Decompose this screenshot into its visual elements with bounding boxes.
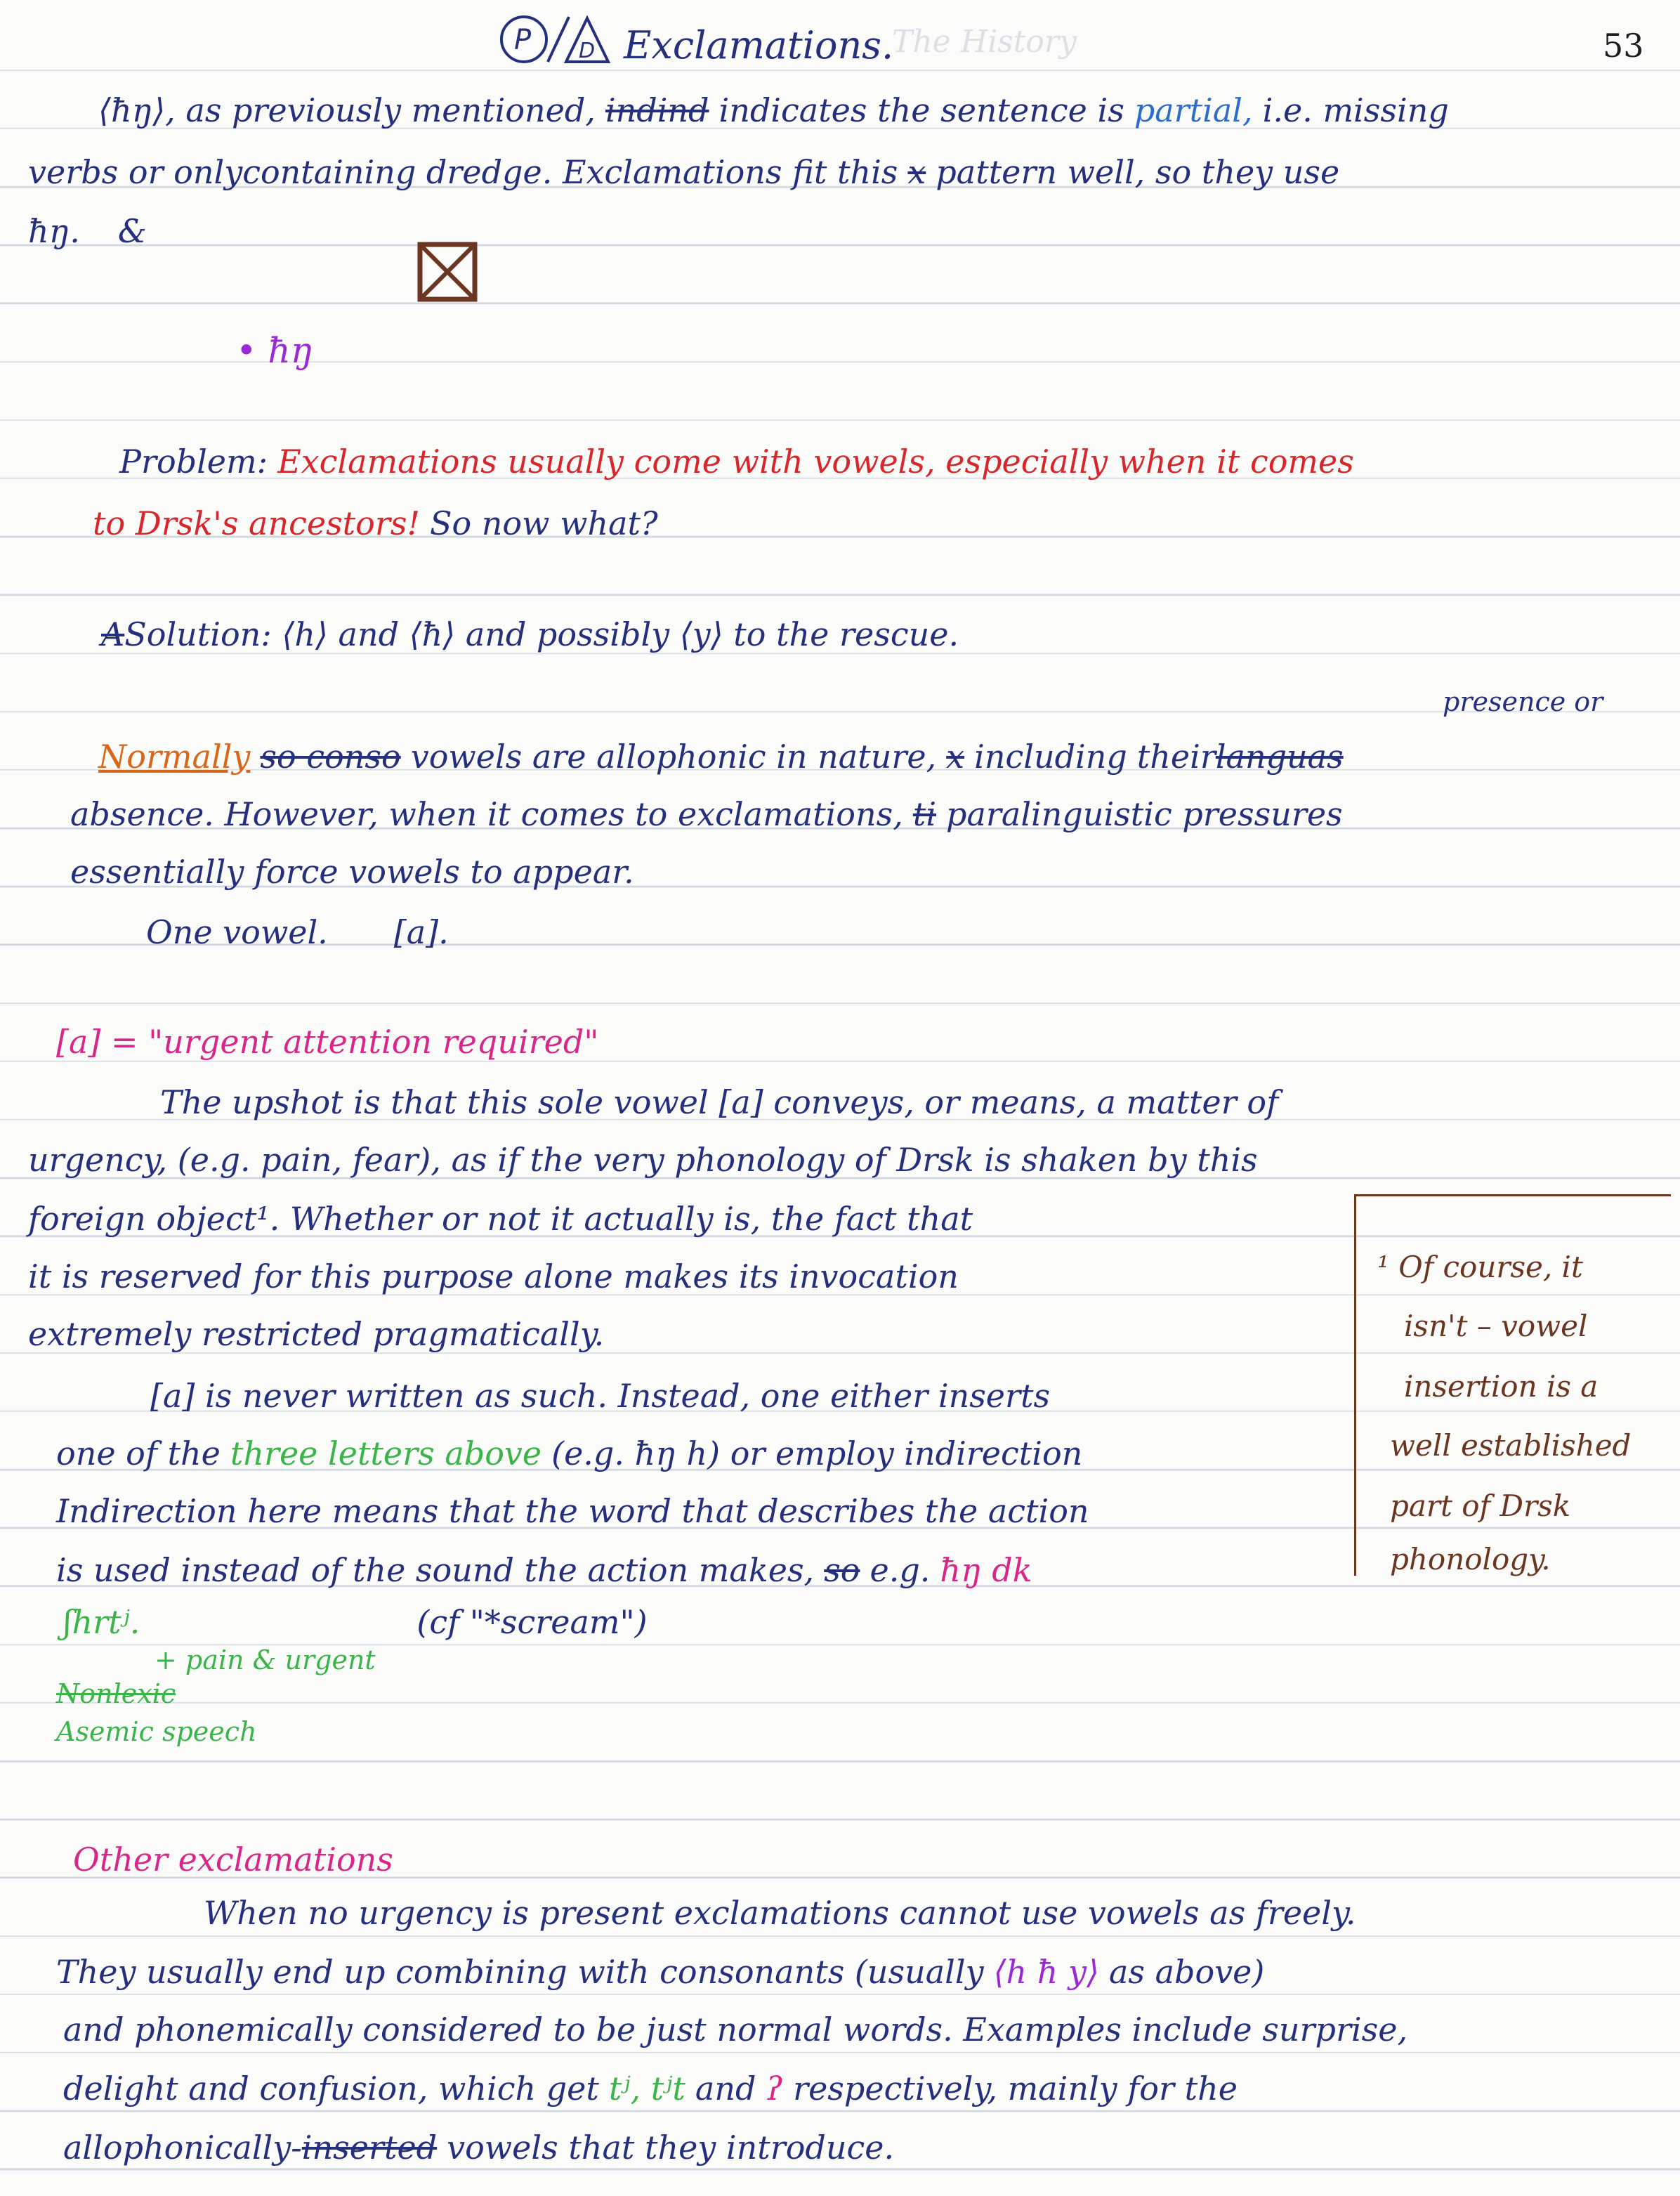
- example-word: ħŋ dk: [940, 1551, 1032, 1589]
- normally-line-1: [98, 738, 1353, 776]
- d-letter: D: [579, 39, 596, 63]
- footnote-line-6: phonology.: [1390, 1542, 1551, 1576]
- consonant-set: ⟨h ħ y⟩: [993, 1953, 1099, 1991]
- problem-label: Problem:: [119, 443, 268, 481]
- pd-logo: [496, 11, 615, 67]
- written-line-4: [56, 1551, 1042, 1589]
- page-title: Exclamations.: [624, 23, 894, 67]
- urgent-heading: [a] = "urgent attention required": [56, 1023, 599, 1061]
- normally-line-4: [146, 913, 459, 951]
- other-text: as above): [1108, 1953, 1265, 1991]
- ampersand: &: [117, 212, 147, 250]
- three-letters-phrase: three letters above: [230, 1434, 542, 1472]
- normally-text: vowels are allophonic in nature,: [410, 738, 937, 776]
- urgent-line-4: it is reserved for this purpose alone makes its invocation: [28, 1257, 959, 1295]
- written-text: one of the: [56, 1434, 221, 1472]
- urgent-line-2: urgency, (e.g. pain, fear), as if the very phonology of Drsk is shaken by this: [28, 1141, 1258, 1179]
- green-note-2: Nonlexic: [56, 1678, 176, 1709]
- crossed-word: languas: [1215, 738, 1344, 776]
- normally-text: their: [1136, 738, 1216, 776]
- problem-line-2: [93, 504, 668, 542]
- written-text: e.g.: [869, 1551, 931, 1589]
- normally-text: One vowel.: [146, 913, 328, 951]
- other-line-3: [63, 2013, 1417, 2046]
- confusion-form: ʔ: [766, 2070, 784, 2107]
- solution-line: [101, 615, 969, 653]
- other-text: They usually end up combining with consonants (usually: [56, 1953, 984, 1991]
- crossed-word: ti: [912, 795, 937, 833]
- normally-text: absence. However, when it comes to exclamations,: [70, 795, 903, 833]
- cf-scream: (cf "*scream"): [416, 1603, 648, 1641]
- written-text: is used instead of the sound the action makes,: [56, 1551, 815, 1589]
- intro-text: ⟨ħŋ⟩, as previously mentioned,: [98, 91, 596, 129]
- footnote-line-5: part of Drsk: [1390, 1489, 1571, 1523]
- other-text: When no urgency is present exclamations cannot use vowels as freely.: [204, 1894, 1356, 1932]
- other-text: delight and confusion, which get: [63, 2070, 599, 2107]
- intro-line-2: [28, 153, 1349, 191]
- solution-text: Solution: ⟨h⟩ and ⟨ħ⟩ and possibly ⟨y⟩ to the rescue.: [124, 615, 959, 653]
- footnote-line-2: isn't – vowel: [1404, 1309, 1588, 1343]
- green-note-3: Asemic speech: [56, 1716, 257, 1747]
- footnote-line-1: ¹ Of course, it: [1377, 1250, 1583, 1284]
- normally-text: paralinguistic pressures: [946, 795, 1343, 833]
- written-line-2: [56, 1434, 1092, 1472]
- footnote-box: [1354, 1194, 1671, 1576]
- intro-text: indicates the sentence is: [718, 91, 1124, 129]
- normally-word: Normally: [98, 738, 251, 776]
- intro-text: verbs or onlycontaining dredge. Exclamations fit this: [28, 153, 898, 191]
- problem-line-1: [119, 443, 1364, 481]
- crossed-letter: A: [101, 615, 125, 653]
- intro-text: pattern well, so they use: [936, 153, 1340, 191]
- normally-line-2: [70, 795, 1353, 833]
- crossed-box-icon: [416, 240, 479, 303]
- partial-word: partial,: [1134, 91, 1253, 129]
- normally-text: essentially force vowels to appear.: [70, 853, 634, 891]
- intro-text: i.e. missing: [1262, 91, 1449, 129]
- green-note-1: + pain & urgent: [155, 1645, 376, 1675]
- surprise-delight-forms: tʲ, tʲt: [608, 2070, 685, 2107]
- other-text: and phonemically considered to be just normal words. Examples include surprise,: [63, 2011, 1408, 2048]
- footnote-line-3: insertion is a: [1404, 1369, 1599, 1404]
- other-text: allophonically-: [63, 2129, 302, 2166]
- intro-line-3: [28, 212, 157, 250]
- crossed-word: x: [946, 738, 965, 776]
- page-number: 53: [1603, 27, 1644, 65]
- p-letter: P: [514, 24, 532, 56]
- intro-line-1: [98, 91, 1459, 129]
- written-text: (e.g. ħŋ h) or employ indirection: [551, 1434, 1083, 1472]
- crossed-word: x: [907, 153, 926, 191]
- scream-word: ʃhrtʲ.: [63, 1603, 140, 1641]
- vowel-symbol: [a].: [393, 913, 449, 951]
- urgent-line-3: foreign object¹. Whether or not it actually is, the fact that: [28, 1200, 973, 1238]
- written-line-3: Indirection here means that the word that describes the action: [56, 1492, 1089, 1530]
- bullet-item: • ħŋ: [236, 330, 313, 371]
- problem-text: to Drsk's ancestors!: [93, 504, 420, 542]
- insertion-presence: presence or: [1443, 686, 1603, 717]
- other-heading: Other exclamations: [73, 1841, 393, 1878]
- problem-text: Exclamations usually come with vowels, especially when it comes: [277, 443, 1354, 481]
- crossed-word: so conso: [260, 738, 401, 776]
- footnote-line-4: well established: [1390, 1428, 1632, 1463]
- other-text: respectively, mainly for the: [793, 2070, 1238, 2107]
- other-line-4: [63, 2072, 1247, 2105]
- other-line-2: [56, 1953, 1274, 1991]
- other-line-1: [204, 1894, 1365, 1932]
- intro-text: ħŋ.: [28, 212, 80, 250]
- problem-question: So now what?: [429, 504, 658, 542]
- normally-text: including: [974, 738, 1127, 776]
- other-text: vowels that they introduce.: [447, 2129, 895, 2166]
- other-line-5: [63, 2131, 904, 2164]
- crossed-word: so: [824, 1551, 860, 1589]
- crossed-word: inserted: [301, 2129, 438, 2166]
- written-line-5: [63, 1603, 657, 1641]
- ghost-title: The History: [892, 24, 1077, 60]
- urgent-line-1: The upshot is that this sole vowel [a] conveys, or means, a matter of: [160, 1083, 1279, 1121]
- other-text: and: [695, 2070, 756, 2107]
- crossed-word: indind: [605, 91, 709, 129]
- written-line-1: [a] is never written as such. Instead, one either inserts: [150, 1377, 1051, 1415]
- normally-line-3: [70, 853, 644, 891]
- urgent-line-5: extremely restricted pragmatically.: [28, 1315, 605, 1353]
